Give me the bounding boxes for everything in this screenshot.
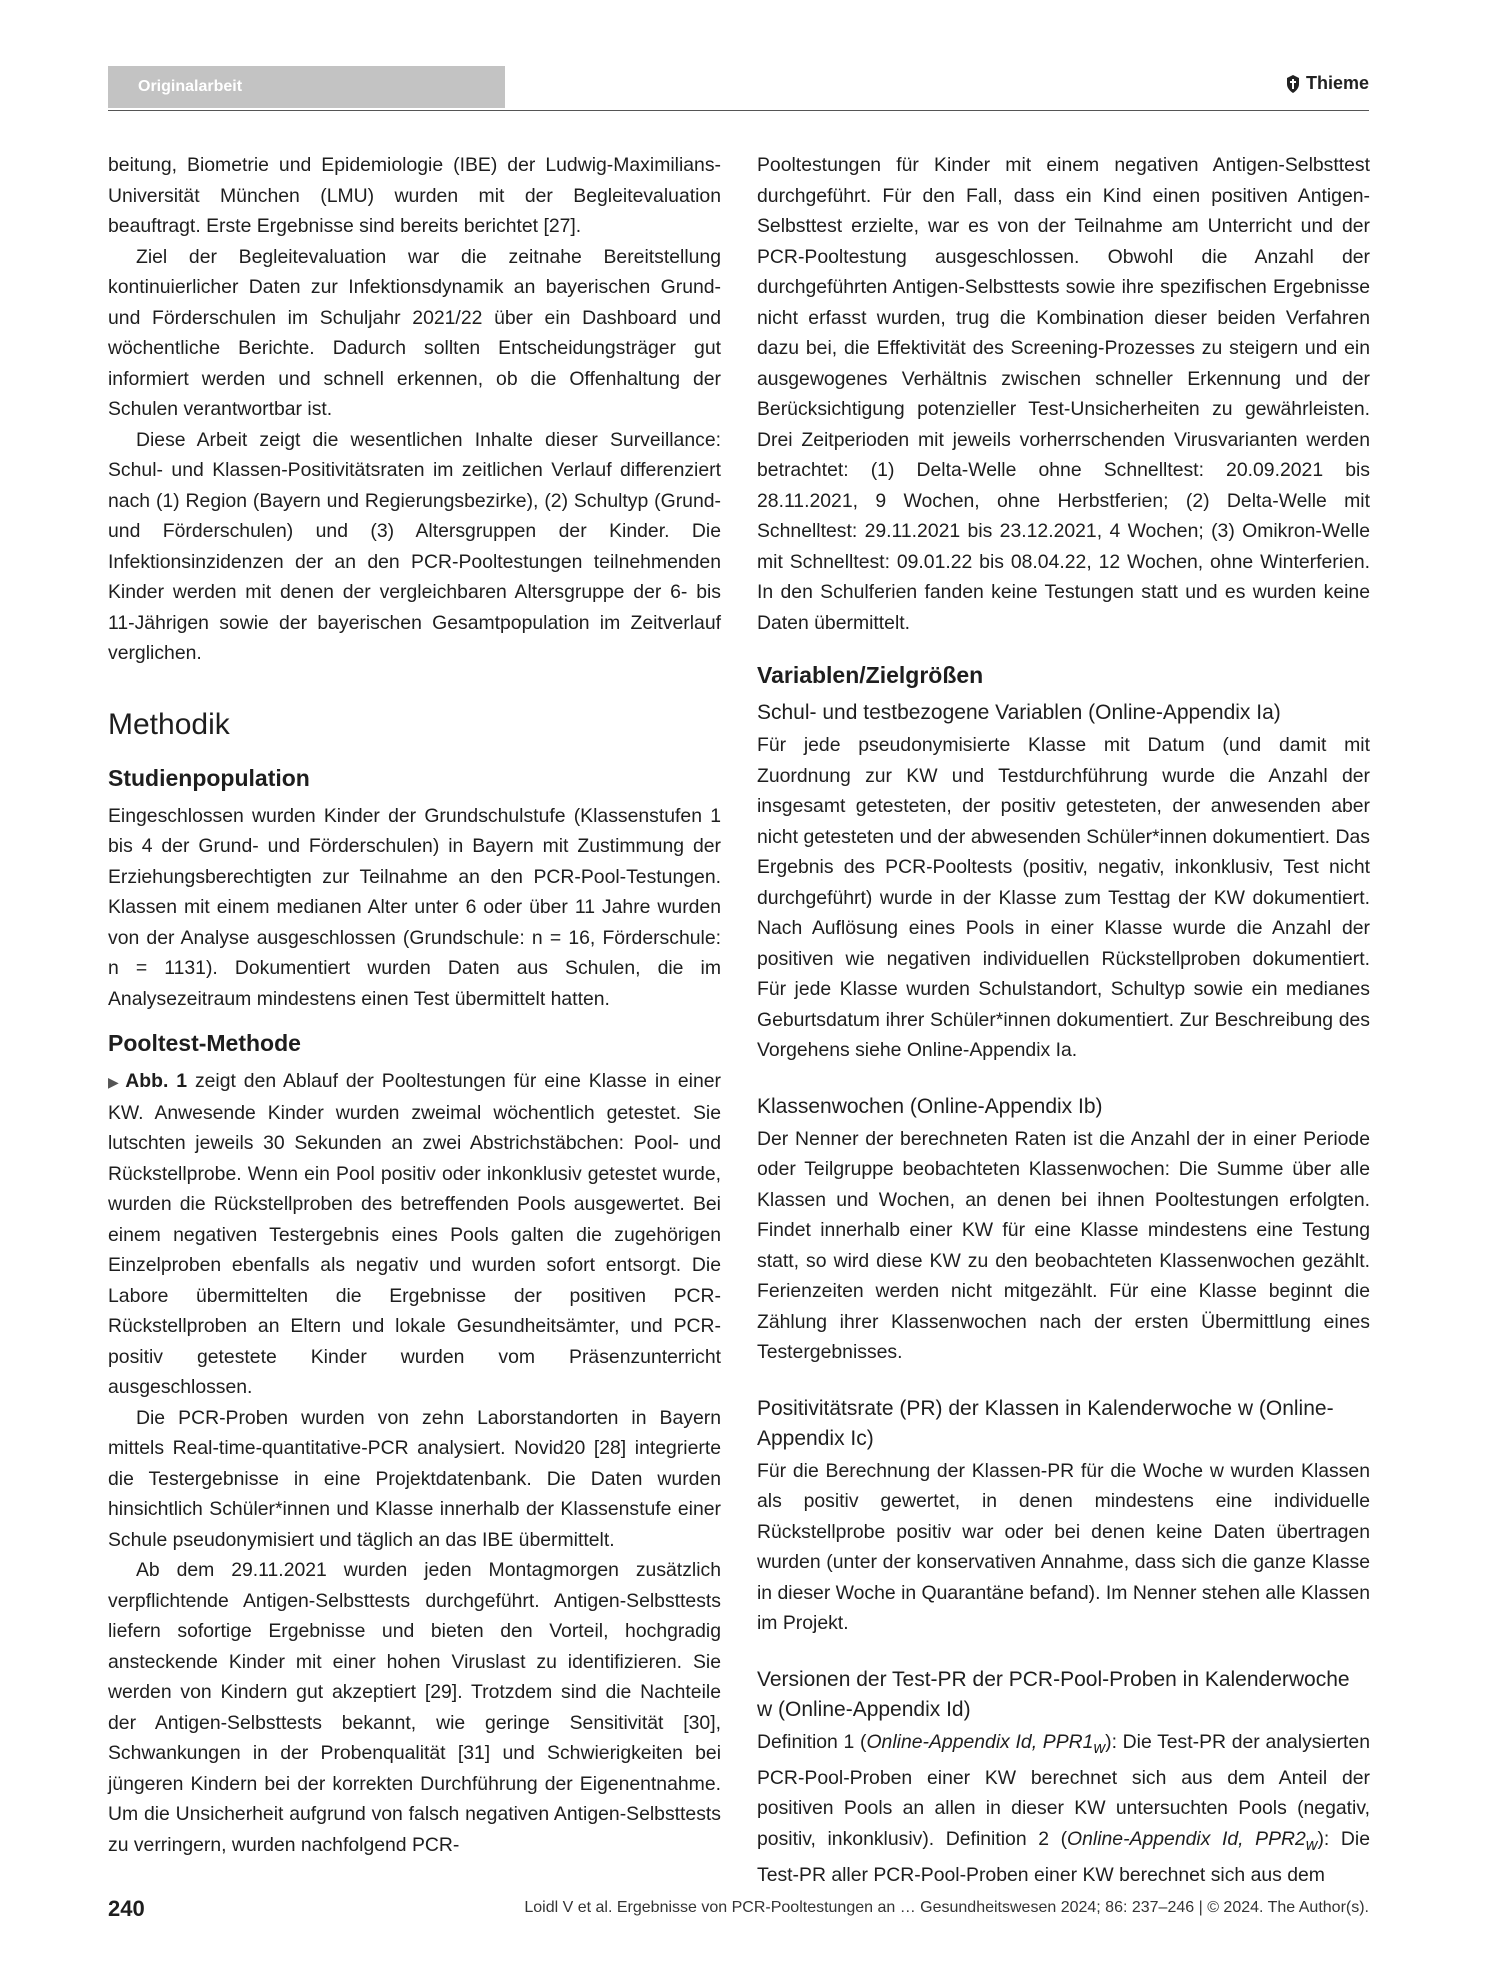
right-column — [757, 150, 1370, 1891]
left-column — [108, 150, 721, 1860]
subsubheading-schulvariablen: Schul- und testbezogene Variablen (Online-Appendix Ia) — [757, 701, 1281, 724]
page-number: 240 — [108, 1896, 145, 1921]
paragraph: Diese Arbeit zeigt die wesentlichen Inhalte dieser Surveillance: Schul- und Klassen-Positivitätsraten im zeitlichen Verlauf differenziert nach (1) Region (Bayern und Regierungsbezirke), (2) Schultyp (Grund- und Förderschulen) und (3) Altersgruppen der Kinder. Die Infektionsinzidenzen der an den PCR-Pooltestungen teilnehmenden Kinder werden mit denen der vergleichbaren Altersgruppe der 6- bis 11-Jährigen sowie der bayerischen Gesamtpopulation im Zeitverlauf verglichen. — [108, 428, 721, 664]
subsubheading-klassenwochen: Klassenwochen (Online-Appendix Ib) — [757, 1094, 1103, 1118]
figure-reference-link[interactable]: Abb. 1 — [125, 1070, 188, 1092]
section-heading-methodik: Methodik — [108, 707, 230, 741]
paragraph: Eingeschlossen wurden Kinder der Grundschulstufe (Klassenstufen 1 bis 4 der Grund- und Förderschulen) in Bayern mit Zustimmung der Erziehungsberechtigten zur Teilnahme an den PCR-Pool-Testungen. Klassen mit einem medianen Alter unter 6 oder über 11 Jahre wurden von der Analyse ausgeschlossen (Grundschule: n = 16, Förderschule: n = 1131). Dokumentiert wurden Daten aus Schulen, die im Analysezeitraum mindestens einen Test übermittelt hatten. — [108, 804, 721, 1010]
paragraph: Pooltestungen für Kinder mit einem negativen Antigen-Selbsttest durchgeführt. Für den Fall, dass ein Kind einen positiven Antigen-Selbsttest erzielte, war es von der Teilnahme am Unterricht und der PCR-Pooltestung ausgeschlossen. Obwohl die Anzahl der durchgeführten Antigen-Selbsttests sowie ihre spezifischen Ergebnisse nicht erfasst wurden, trug die Kombination dieser beiden Verfahren dazu bei, die Effektivität des Screening-Prozesses zu steigern und ein ausgewogenes Verhältnis zwischen schneller Erkennung und der Berücksichtigung potenzieller Test-Unsicherheiten zu gewährleisten. Drei Zeitperioden mit jeweils vorherrschenden Virusvarianten werden betrachtet: (1) Delta-Welle ohne Schnelltest: 20.09.2021 bis 28.11.2021, 9 Wochen, ohne Herbstferien; (2) Delta-Welle mit Schnelltest: 29.11.2021 bis 23.12.2021, 4 Wochen; (3) Omikron-Welle mit Schnelltest: 09.01.22 bis 08.04.22, 12 Wochen, ohne Winterferien. In den Schulferien fanden keine Testungen statt und es wurden keine Daten übermittelt. — [757, 154, 1370, 634]
publisher-name: Thieme — [1305, 73, 1369, 93]
paragraph: Die PCR-Proben wurden von zehn Laborstandorten in Bayern mittels Real-time-quantitative-PCR analysiert. Novid20 [28] integrierte die Testergebnisse in eine Projektdatenbank. Die Daten wurden hinsichtlich Schüler*innen und Klasse innerhalb der Klassenstufe einer Schule pseudonymisiert und täglich an das IBE übermittelt. — [108, 1406, 721, 1551]
paragraph: Für jede pseudonymisierte Klasse mit Datum (und damit mit Zuordnung zur KW und Testdurchführung wurde die Anzahl der insgesamt getesteten, der positiv getesteten, der anwesenden aber nicht getesteten und der abwesenden Schüler*innen dokumentiert. Das Ergebnis des PCR-Pooltests (positiv, negativ, inkonklusiv, Test nicht durchgeführt) wurde in der Klasse zum Testtag der KW dokumentiert. Nach Auflösung eines Pools in einer Klasse wurde die Anzahl der positiven wie negativen individuellen Rückstellproben dokumentiert. Für jede Klasse wurden Schulstandort, Schultyp sowie ein medianes Geburtsdatum ihrer Schüler*innen dokumentiert. Zur Beschreibung des Vorgehens siehe Online-Appendix Ia. — [757, 734, 1370, 1061]
subsubheading-versionen: Versionen der Test-PR der PCR-Pool-Proben in Kalenderwoche w (Online-Appendix Id) — [757, 1667, 1350, 1721]
subheading-studienpopulation: Studienpopulation — [108, 764, 310, 791]
subheading-pooltest-methode: Pooltest-Methode — [108, 1030, 301, 1056]
paragraph: Ziel der Begleitevaluation war die zeitnahe Bereitstellung kontinuierlicher Daten zur Infektionsdynamik an bayerischen Grund- und Förderschulen im Schuljahr 2021/22 über ein Dashboard und wöchentliche Berichte. Dadurch sollten Entscheidungsträger gut informiert werden und schnell erkennen, ob die Offenhaltung der Schulen verantwortbar ist. — [108, 245, 721, 420]
paragraph: Definition 1 (Online-Appendix Id, $PPR1_w$): Die Test-PR der analysierten PCR-Pool-Proben einer KW berechnet sich aus dem Anteil der positiven Pools an allen in dieser KW untersuchten Pools (negativ, positiv, inkonklusiv). Definition 2 (Online-Appendix Id, $PPR2_w$): Die Test-PR aller PCR-Pool-Proben einer KW berechnet sich aus dem — [757, 1730, 1370, 1887]
publisher-logo — [1286, 73, 1369, 94]
subheading-variablen: Variablen/Zielgrößen — [757, 662, 984, 688]
paragraph: Ab dem 29.11.2021 wurden jeden Montagmorgen zusätzlich verpflichtende Antigen-Selbsttests durchgeführt. Antigen-Selbsttests liefern sofortige Ergebnisse und bieten den Vorteil, hochgradig ansteckende Kinder mit einer hohen Viruslast zu identifizieren. Sie werden von Kindern gut akzeptiert [29]. Trotzdem sind die Nachteile der Antigen-Selbsttests bekannt, wie geringe Sensitivität [30], Schwankungen in der Probenqualität [31] und Schwierigkeiten bei jüngeren Kindern bei der korrekten Durchführung der Eigenentnahme. Um die Unsicherheit aufgrund von falsch negativen Antigen-Selbsttests zu verringern, wurden nachfolgend PCR- — [108, 1559, 721, 1856]
paragraph: ▶ Abb. 1 zeigt den Ablauf der Pooltestungen für eine Klasse in einer KW. Anwesende Kinder wurden zweimal wöchentlich getestet. Sie lutschten jeweils 30 Sekunden an zwei Abstrichstäbchen: Pool- und Rückstellprobe. Wenn ein Pool positiv oder inkonklusiv getestet wurde, wurden die Rückstellproben des betreffenden Pools ausgewertet. Bei einem negativen Testergebnis eines Pools galten die zugehörigen Einzelproben ebenfalls als negativ und wurden sofort entsorgt. Die Labore übermittelten die Ergebnisse der positiven PCR-Rückstellproben an Eltern und lokale Gesundheitsämter, und PCR-positiv getestete Kinder wurden vom Präsenzunterricht ausgeschlossen. — [108, 1070, 721, 1398]
paragraph: Für die Berechnung der Klassen-PR für die Woche w wurden Klassen als positiv gewertet, in denen mindestens eine individuelle Rückstellprobe positiv war oder bei denen keine Daten übertragen wurden (unter der konservativen Annahme, dass sich die ganze Klasse in dieser Woche in Quarantäne befand). Im Nenner stehen alle Klassen im Projekt. — [757, 1459, 1370, 1634]
section-label: Originalarbeit — [108, 66, 505, 108]
thieme-logo-icon — [1286, 75, 1300, 93]
footer-citation: Loidl V et al. Ergebnisse von PCR-Pooltestungen an … Gesundheitswesen 2024; 86: 237–246 | © 2024. The Author(s). — [524, 1899, 1369, 1916]
arrow-right-icon: ▶ — [108, 1074, 122, 1090]
subsubheading-positivitaetsrate: Positivitätsrate (PR) der Klassen in Kalenderwoche w (Online-Appendix Ic) — [757, 1396, 1334, 1450]
paragraph: Der Nenner der berechneten Raten ist die Anzahl der in einer Periode oder Teilgruppe beobachteten Klassenwochen: Die Summe über alle Klassen und Wochen, an denen bei ihnen Pooltestungen erfolgten. Findet innerhalb einer KW für eine Klasse mindestens eine Testung statt, so wird diese KW zu den beobachteten Klassenwochen gezählt. Ferienzeiten werden nicht mitgezählt. Für eine Klasse beginnt die Zählung ihrer Klassenwochen nach der ersten Übermittlung eines Testergebnisses. — [757, 1127, 1370, 1363]
header-rule — [108, 110, 1369, 111]
paragraph: beitung, Biometrie und Epidemiologie (IBE) der Ludwig-Maximilians-Universität München (LMU) wurden mit der Begleitevaluation beauftragt. Erste Ergebnisse sind bereits berichtet [27]. — [108, 154, 721, 237]
